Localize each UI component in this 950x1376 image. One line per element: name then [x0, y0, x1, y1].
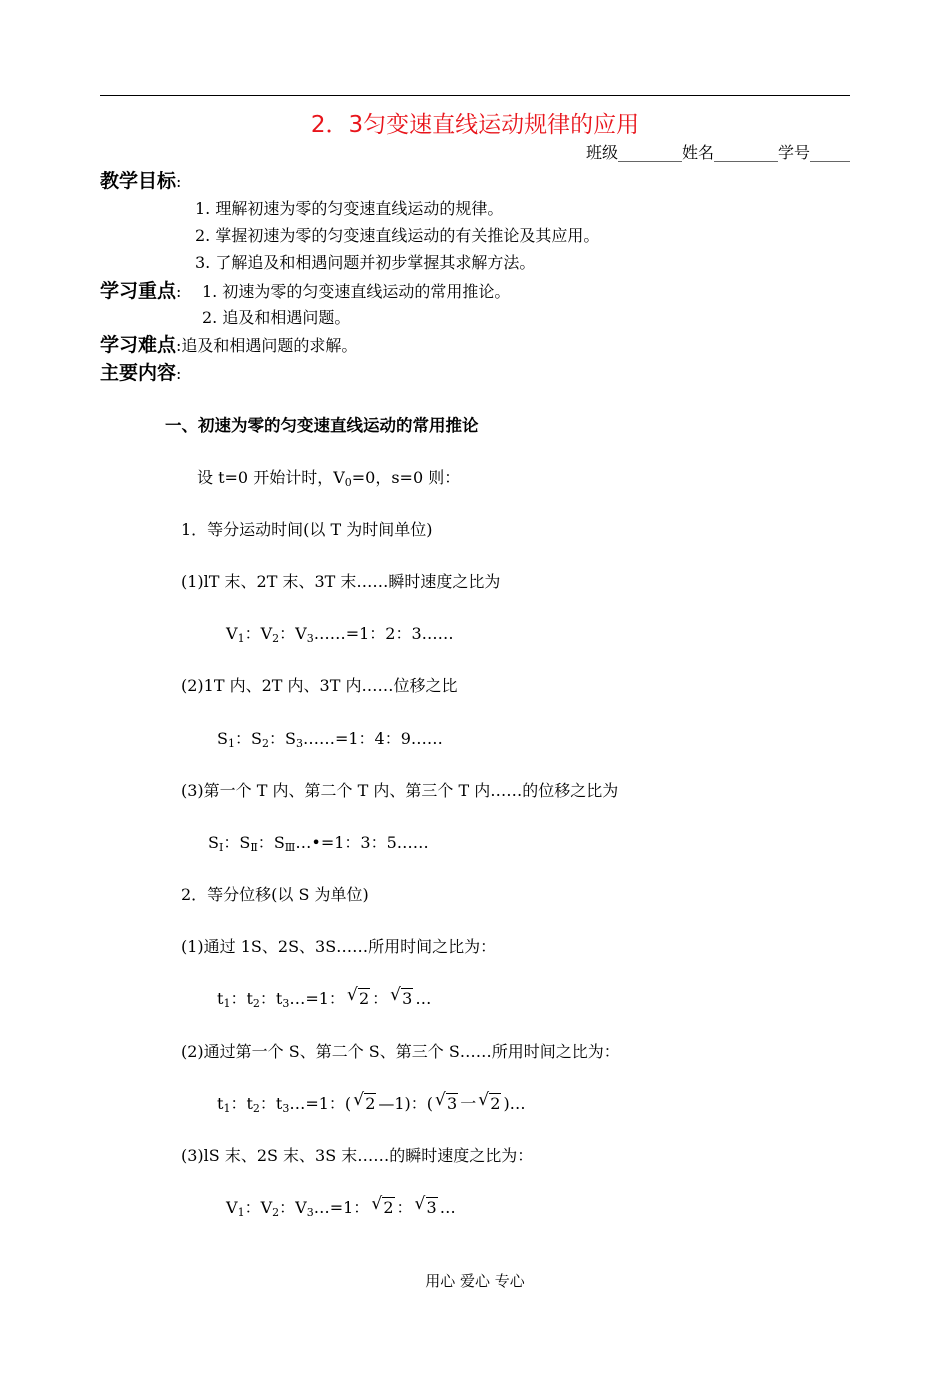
header-rule [100, 95, 850, 96]
sqrt-symbol: √ 3 [435, 1090, 458, 1113]
part-2-item-3: (3)lS 末、2S 末、3S 末……的瞬时速度之比为： [181, 1146, 534, 1165]
objective-item-2: 2. 掌握初速为零的匀变速直线运动的有关推论及其应用。 [195, 226, 600, 245]
sqrt-symbol: √ 3 [390, 985, 413, 1008]
part-1-item-3: (3)第一个 T 内、第二个 T 内、第三个 T 内……的位移之比为 [181, 781, 619, 800]
part-2-title: 2．等分位移(以 S 为单位) [181, 885, 369, 904]
difficulty-line [100, 330, 357, 357]
sqrt-symbol: √ 3 [414, 1194, 437, 1217]
part-1-title: 1．等分运动时间(以 T 为时间单位) [181, 520, 433, 539]
formula-successive-displacement-ratio: $S_Ⅰ$：$S_Ⅱ$：$S_Ⅲ\dots•=1$：3：5…… [208, 833, 429, 854]
section-1-title: 一、初速为零的匀变速直线运动的常用推论 [165, 416, 479, 435]
part-2-item-1: (1)通过 1S、2S、3S……所用时间之比为： [181, 937, 497, 956]
objective-item-1: 1. 理解初速为零的匀变速直线运动的规律。 [195, 199, 504, 218]
main-content-label: 主要内容 [100, 362, 177, 384]
difficulty-label: 学习难点 [100, 334, 177, 356]
sqrt-symbol: √ 2 [346, 985, 370, 1008]
key-point-item-2: 2. 追及和相遇问题。 [202, 308, 351, 327]
objectives-heading: 教学目标: [100, 170, 182, 192]
page-title: 2．3匀变速直线运动规律的应用 [310, 112, 640, 138]
part-2-item-2: (2)通过第一个 S、第二个 S、第三个 S……所用时间之比为： [181, 1042, 620, 1061]
class-name-number-line: 班级________姓名________学号_____ [585, 143, 850, 162]
sqrt-symbol: √ 2 [478, 1090, 501, 1113]
objectives-label: 教学目标 [100, 170, 177, 192]
sqrt-symbol: √ 2 [353, 1090, 376, 1113]
formula-velocity-ratio-displacement: $V_1$：$V_2$：$V_3\dots=1$： √ 2 ： √ 3 … [226, 1194, 456, 1219]
formula-displacement-ratio-time: $S_1$：$S_2$：$S_3\dots\dots=1$：4：9…… [217, 729, 443, 750]
difficulty-text: :追及和相遇问题的求解。 [176, 336, 358, 355]
key-point-item-1: 1. 初速为零的匀变速直线运动的常用推论。 [202, 282, 511, 301]
main-content-heading: 主要内容: [100, 362, 182, 384]
objective-item-3: 3. 了解追及和相遇问题并初步掌握其求解方法。 [195, 253, 536, 272]
key-points-heading: 学习重点: [100, 280, 182, 302]
formula-time-ratio-displacement: $t_1$：$t_2$：$t_3\dots=1$： √ 2 ： √ 3 … [217, 985, 432, 1010]
section-1-intro: 设 t=0 开始计时，$V_0=0$，s=0 则： [197, 468, 461, 489]
formula-successive-time-ratio: $t_1$：$t_2$：$t_3\dots=1$：( √ 2 —1)：( √ 3 一 √ 2 )… [217, 1090, 526, 1115]
sqrt-symbol: √ 2 [371, 1194, 394, 1217]
part-1-item-2: (2)1T 内、2T 内、3T 内……位移之比 [181, 676, 458, 695]
page-footer: 用心 爱心 专心 [425, 1272, 525, 1290]
key-points-label: 学习重点 [100, 280, 177, 302]
formula-velocity-ratio-time: $V_1$：$V_2$：$V_3\dots\dots=1$：2：3…… [226, 624, 454, 645]
part-1-item-1: (1)lT 末、2T 末、3T 末……瞬时速度之比为 [181, 572, 501, 591]
